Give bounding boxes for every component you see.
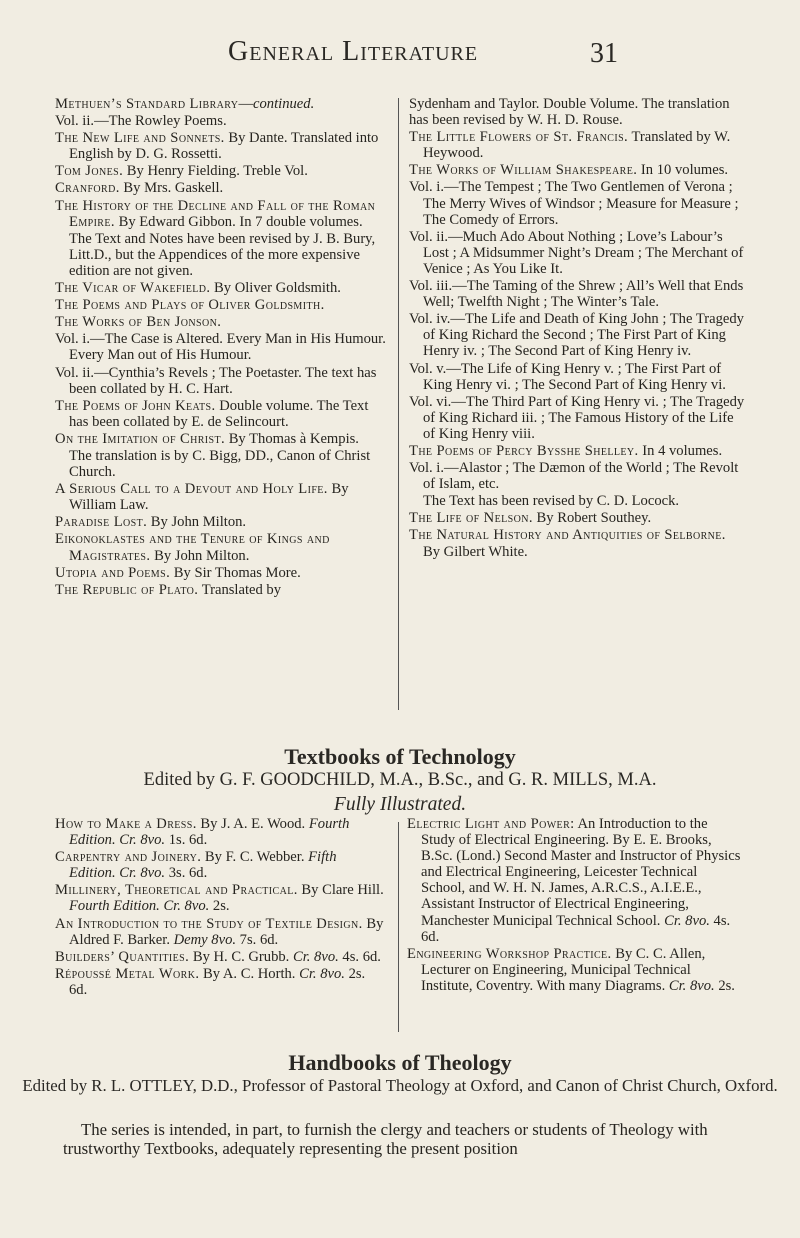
list-item	[409, 278, 745, 310]
entry-edition: Cr. 8vo.	[668, 977, 715, 994]
entry-price: 1s. 6d.	[165, 832, 208, 849]
entry-detail: In 4 volumes.	[638, 442, 723, 459]
list-item	[55, 314, 391, 330]
entry-detail: By F. C. Webber.	[201, 849, 309, 866]
list-item	[55, 130, 391, 162]
entry-text: Vol. i.—The Tempest ; The Two Gentlemen of Verona ; The Merry Wives of Windsor ; Measure for Measure ; The Comedy of Errors.	[409, 179, 739, 228]
entry-text: Vol. ii.—Cynthia’s Revels ; The Poetaster. The text has been collated by H. C. Hart.	[55, 364, 377, 397]
entry-title: Répoussé Metal Work.	[55, 965, 200, 982]
technology-listing	[55, 816, 745, 1038]
entry-detail: By Thomas à Kempis.	[225, 430, 359, 447]
theology-description: The series is intended, in part, to furnish the clergy and teachers or students of Theology with trustworthy Textbooks, adequately representing the present position	[63, 1120, 708, 1158]
entry-text: Vol. i.—Alastor ; The Dæmon of the World ; The Revolt of Islam, etc.	[409, 460, 739, 493]
library-listing	[55, 96, 745, 714]
entry-price: 2s.	[209, 898, 230, 915]
list-item	[55, 113, 391, 129]
entry-text: Vol. ii.—The Rowley Poems.	[55, 113, 227, 130]
list-item	[55, 816, 385, 848]
entry-detail: By Gilbert White.	[423, 543, 528, 560]
list-item	[409, 493, 745, 509]
entry-detail: By William Law.	[69, 481, 349, 514]
page-header	[0, 30, 800, 70]
list-item	[409, 460, 745, 492]
list-item	[55, 531, 391, 563]
entry-title: The Works of William Shakespeare.	[409, 162, 638, 179]
library-column-right	[409, 96, 745, 561]
entry-title: Engineering Workshop Practice.	[407, 945, 612, 962]
list-item	[409, 129, 745, 161]
entry-detail: By C. C. Allen, Lecturer on Engineering, Municipal Technical Institute, Coventry. With many Diagrams.	[421, 945, 706, 994]
list-item	[409, 510, 745, 526]
entry-title: An Introduction to the Study of Textile Design.	[55, 915, 363, 932]
entry-price: 2s.	[714, 977, 735, 994]
entry-detail: Double volume. The Text has been collated by E. de Selincourt.	[69, 397, 369, 430]
list-item	[409, 361, 745, 393]
entry-note: The Text and Notes have been revised by J. B. Bury, Litt.D., but the Appendices of the more expensive edition are not given.	[69, 230, 376, 279]
list-item	[407, 816, 745, 945]
entry-edition: Fourth Edition. Cr. 8vo.	[69, 898, 210, 915]
entry-detail: By Mrs. Gaskell.	[119, 180, 224, 197]
entry-title: Millinery, Theoretical and Practical.	[55, 882, 298, 899]
entry-detail: By Henry Fielding. Treble Vol.	[123, 163, 308, 180]
entry-title: Cranford.	[55, 180, 120, 197]
entry-title: Electric Light and Power:	[407, 816, 575, 832]
list-item	[55, 565, 391, 581]
entry-edition: Fifth Edition. Cr. 8vo.	[69, 849, 337, 882]
entry-price: 4s. 6d.	[338, 948, 381, 965]
list-item	[409, 179, 745, 227]
list-item	[407, 946, 745, 994]
entry-title: Methuen’s Standard Library	[55, 96, 239, 112]
technology-column-left	[55, 816, 385, 999]
entry-edition: Cr. 8vo.	[664, 912, 710, 929]
entry-price: 3s. 6d.	[165, 865, 208, 882]
entry-text: Vol. ii.—Much Ado About Nothing ; Love’s Labour’s Lost ; A Midsummer Night’s Dream ; The Merchant of Venice ; As You Like It.	[409, 228, 744, 277]
entry-detail: By John Milton.	[147, 514, 247, 531]
list-item	[409, 229, 745, 277]
list-item	[55, 882, 385, 914]
list-item	[55, 331, 391, 363]
technology-illustrated: Fully Illustrated.	[333, 794, 467, 815]
column-divider	[398, 822, 399, 1032]
list-item	[409, 443, 745, 459]
list-item	[409, 394, 745, 442]
entry-detail: By Aldred F. Barker.	[69, 915, 384, 948]
entry-detail: By Edward Gibbon. In 7 double volumes.	[114, 213, 363, 230]
library-column-left	[55, 96, 391, 599]
column-divider	[398, 98, 399, 710]
entry-detail: By Clare Hill.	[297, 882, 384, 899]
list-item	[55, 849, 385, 881]
list-item	[55, 398, 391, 430]
list-item	[55, 297, 391, 313]
list-item	[409, 527, 745, 559]
theology-editors: Edited by R. L. OTTLEY, D.D., Professor of Pastoral Theology at Oxford, and Canon of Christ Church, Oxford.	[22, 1076, 778, 1095]
page-title: General Literature	[228, 36, 479, 67]
entry-edition: Cr. 8vo.	[292, 948, 339, 965]
entry-title: A Serious Call to a Devout and Holy Life.	[55, 481, 328, 498]
entry-title: The Natural History and Antiquities of Selborne.	[409, 527, 726, 544]
list-item	[409, 162, 745, 178]
list-item	[55, 231, 391, 279]
entry-detail: By Dante. Translated into English by D. G. Rossetti.	[69, 130, 379, 163]
entry-detail: An Introduction to the Study of Electrical Engineering. By E. E. Brooks, B.Sc. (Lond.) Second Master and Instructor of Physics and Electrical Engineering, Leicester Technical School, and W. H. N. James, A.R.C.S., A.I.E.E., Assistant Instructor of Electrical Engineering, Manchester Municipal Technical School.	[421, 816, 741, 929]
entry-price: 4s. 6d.	[421, 912, 731, 945]
entry-title: Carpentry and Joinery.	[55, 849, 202, 866]
entry-detail: By Oliver Goldsmith.	[210, 280, 341, 297]
entry-title: On the Imitation of Christ.	[55, 430, 226, 447]
entry-detail: —	[238, 96, 254, 112]
entry-title: The New Life and Sonnets.	[55, 130, 225, 147]
list-item	[55, 431, 391, 447]
entry-edition: Demy 8vo.	[173, 931, 237, 948]
entry-detail: By Sir Thomas More.	[170, 564, 301, 581]
list-item	[55, 365, 391, 397]
entry-detail: Translated by W. Heywood.	[423, 129, 731, 162]
entry-detail: By H. C. Grubb.	[189, 948, 293, 965]
list-item	[55, 180, 391, 196]
entry-text: Vol. vi.—The Third Part of King Henry vi. ; The Tragedy of King Richard iii. ; The Famous History of the Life of King Henry viii.	[409, 393, 745, 442]
entry-detail: By John Milton.	[150, 547, 250, 564]
list-item	[55, 966, 385, 998]
technology-column-right	[407, 816, 745, 995]
list-item	[55, 280, 391, 296]
entry-title: The History of the Decline and Fall of the Roman Empire.	[55, 197, 376, 230]
entry-note: The Text has been revised by C. D. Locock.	[423, 493, 680, 510]
entry-detail: In 10 volumes.	[637, 162, 729, 179]
entry-text: Sydenham and Taylor. Double Volume. The translation has been revised by W. H. D. Rouse.	[409, 96, 730, 129]
list-item	[55, 514, 391, 530]
entry-edition: Cr. 8vo.	[299, 965, 345, 982]
list-item	[55, 198, 391, 230]
entry-text: Vol. iv.—The Life and Death of King John ; The Tragedy of King Richard the Second ; The First Part of King Henry iv. ; The Second Part of King Henry iv.	[409, 311, 744, 360]
entry-title: Utopia and Poems.	[55, 564, 171, 581]
list-item	[55, 582, 391, 598]
entry-title: The Life of Nelson.	[409, 510, 533, 527]
entry-text: Vol. v.—The Life of King Henry v. ; The First Part of King Henry vi. ; The Second Part of King Henry vi.	[409, 360, 726, 393]
entry-text: Vol. i.—The Case is Altered. Every Man in His Humour. Every Man out of His Humour.	[55, 331, 386, 364]
page-number: 31	[590, 38, 618, 69]
technology-editors: Edited by G. F. GOODCHILD, M.A., B.Sc., and G. R. MILLS, M.A.	[143, 770, 657, 790]
entry-title: Eikonoklastes and the Tenure of Kings and Magistrates.	[55, 531, 330, 564]
entry-title: Paradise Lost.	[55, 514, 148, 531]
list-item	[409, 96, 745, 128]
entry-price: 2s. 6d.	[69, 965, 366, 998]
entry-title: Tom Jones.	[55, 163, 124, 180]
entry-detail: By A. C. Horth.	[199, 965, 300, 982]
list-item	[55, 163, 391, 179]
theology-heading: Handbooks of Theology	[288, 1050, 512, 1075]
entry-note: The translation is by C. Bigg, DD., Canon of Christ Church.	[69, 447, 371, 481]
technology-heading: Textbooks of Technology	[284, 744, 516, 769]
entry-title: How to Make a Dress.	[55, 816, 197, 832]
list-item	[55, 96, 391, 112]
entry-title: The Poems of Percy Bysshe Shelley.	[409, 442, 639, 459]
entry-title: The Republic of Plato.	[55, 581, 199, 598]
entry-edition: Fourth Edition. Cr. 8vo.	[69, 816, 350, 849]
entry-title: Builders’ Quantities.	[55, 948, 190, 965]
list-item	[55, 448, 391, 480]
list-item	[55, 949, 385, 965]
list-item	[55, 916, 385, 948]
list-item	[409, 311, 745, 359]
list-item	[55, 481, 391, 513]
entry-title: The Little Flowers of St. Francis.	[409, 129, 629, 146]
entry-edition: continued.	[253, 96, 315, 112]
entry-detail: Translated by	[198, 581, 282, 598]
entry-detail: By Robert Southey.	[532, 510, 652, 527]
entry-title: The Poems of John Keats.	[55, 397, 216, 414]
entry-title: The Vicar of Wakefield.	[55, 280, 211, 297]
entry-text: Vol. iii.—The Taming of the Shrew ; All’s Well that Ends Well; Twelfth Night ; The Winter’s Tale.	[409, 278, 744, 311]
entry-detail: By J. A. E. Wood.	[196, 816, 309, 832]
entry-price: 7s. 6d.	[236, 931, 279, 948]
entry-title: The Poems and Plays of Oliver Goldsmith.	[55, 297, 325, 314]
entry-title: The Works of Ben Jonson.	[55, 314, 222, 331]
